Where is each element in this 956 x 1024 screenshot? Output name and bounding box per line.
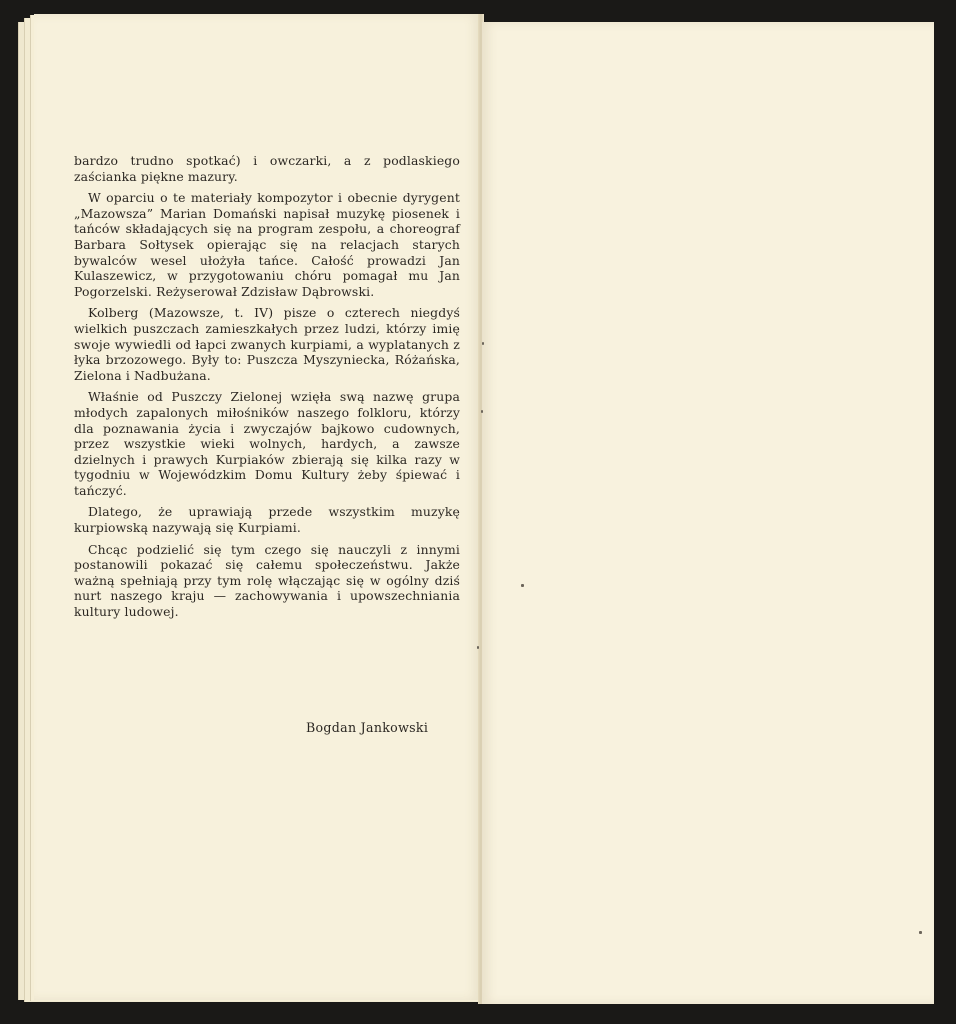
paragraph: bardzo trudno spotkać) i owczarki, a z podlaskiego zaścianka piękne mazury. bbox=[74, 153, 460, 184]
paper-speck bbox=[477, 646, 479, 649]
paper-speck bbox=[482, 342, 484, 345]
paragraph: Właśnie od Puszczy Zielonej wzięła swą nazwę grupa młodych zapalonych miłośników naszego folkloru, którzy dla poznawania życia i zwyczajów bajkowo cudownych, przez wszystkie wieki wolnych, hardych, a zawsze dzielnych i prawych Kurpiaków zbierają się kilka razy w tygodniu w Wojewódzkim Domu Kultury żeby śpiewać i tańczyć. bbox=[74, 389, 460, 498]
article-text bbox=[74, 153, 460, 626]
right-page-blank bbox=[482, 22, 934, 1004]
paper-speck bbox=[919, 931, 922, 934]
paragraph: Chcąc podzielić się tym czego się nauczyli z innymi postanowili pokazać się całemu społeczeństwu. Jakże ważną spełniają przy tym rolę włączając się w ogólny dziś nurt naszego kraju — zachowywania i upowszechniania kultury ludowej. bbox=[74, 541, 460, 620]
paragraph: W oparciu o te materiały kompozytor i obecnie dyrygent „Mazowsza” Marian Domański napisał muzykę piosenek i tańców składających się na program zespołu, a choreograf Barbara Sołtysek opierając się na relacjach starych bywalców wesel ułożyła tańce. Całość prowadzi Jan Kulaszewicz, w przygotowaniu chóru pomagał mu Jan Pogorzelski. Reżyserował Zdzisław Dąbrowski. bbox=[74, 190, 460, 299]
author-signature: Bogdan Jankowski bbox=[306, 720, 429, 735]
paper-speck bbox=[521, 584, 524, 587]
paper-speck bbox=[481, 410, 483, 413]
paragraph: Dlatego, że uprawiają przede wszystkim muzykę kurpiowską nazywają się Kurpiami. bbox=[74, 504, 460, 536]
paragraph: Kolberg (Mazowsze, t. IV) pisze o czterech niegdyś wielkich puszczach zamieszkałych przez ludzi, którzy imię swoje wywiedli od łapci zwanych kurpiami, a wyplatanych z łyka brzozowego. Były to: Puszcza Myszyniecka, Różańska, Zielona i Nadbużana. bbox=[74, 305, 460, 383]
